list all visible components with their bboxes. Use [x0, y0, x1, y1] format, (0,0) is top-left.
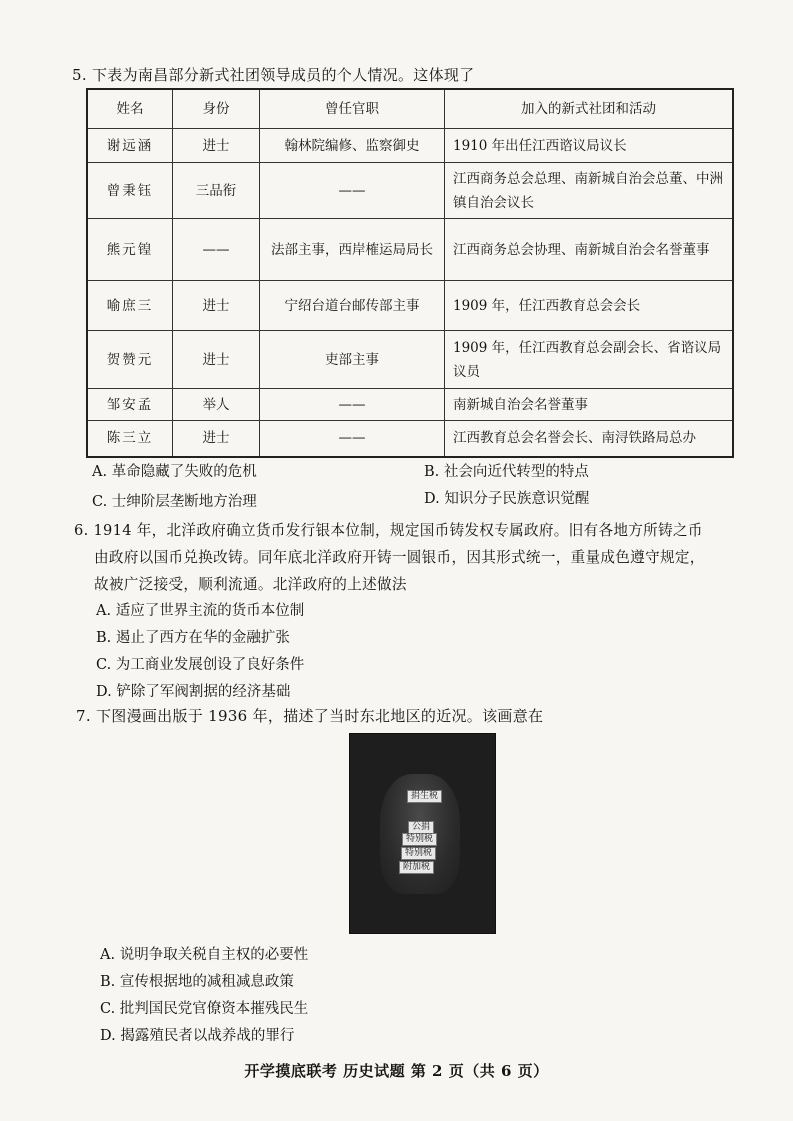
q6-stem-line1: 6. 1914 年，北洋政府确立货币发行银本位制，规定国币铸发权专属政府。旧有各地方所铸之币 [74, 522, 703, 539]
table-row [87, 331, 733, 389]
table-row [87, 163, 733, 219]
q5-option-b[interactable]: B. 社会向近代转型的特点 [424, 464, 589, 480]
cell-office: —— [260, 163, 445, 219]
table-row [87, 281, 733, 331]
cell-status: 三品衔 [173, 163, 260, 219]
cell-name: 喻庶三 [87, 281, 173, 331]
col-header-name: 姓名 [87, 89, 173, 129]
cell-name: 贺赞元 [87, 331, 173, 389]
table-header-row [87, 89, 733, 129]
table-row [87, 421, 733, 457]
cell-office: 翰林院编修、监察御史 [260, 129, 445, 163]
q6-option-d[interactable]: D. 铲除了军阀割据的经济基础 [96, 684, 291, 700]
q6-stem-line3: 故被广泛接受，顺利流通。北洋政府的上述做法 [94, 576, 407, 593]
q6-option-b[interactable]: B. 遏止了西方在华的金融扩张 [96, 630, 290, 646]
official-info-table [86, 88, 734, 458]
cell-activity: 江西教育总会名誉会长、南浔铁路局总办 [445, 421, 734, 457]
col-header-status: 身份 [173, 89, 260, 129]
cell-status: 举人 [173, 389, 260, 421]
table-row [87, 219, 733, 281]
q7-stem: 7. 下图漫画出版于 1936 年，描述了当时东北地区的近况。该画意在 [76, 707, 544, 725]
page-footer: 开学摸底联考 历史试题 第 2 页（共 6 页） [244, 1062, 549, 1080]
q5-option-d[interactable]: D. 知识分子民族意识觉醒 [424, 491, 590, 507]
cell-status: 进士 [173, 129, 260, 163]
comic-tag: 捐生税 [407, 790, 442, 803]
cell-name: 熊元锽 [87, 219, 173, 281]
table-row [87, 389, 733, 421]
cell-activity: 1910 年出任江西谘议局议长 [445, 129, 734, 163]
q6-stem-line2: 由政府以国币兑换改铸。同年底北洋政府开铸一圆银币，因其形式统一，重量成色遵守规定， [94, 549, 705, 566]
cell-activity: 江西商务总会协理、南新城自治会名誉董事 [445, 219, 734, 281]
cell-status: 进士 [173, 281, 260, 331]
cell-name: 曾秉钰 [87, 163, 173, 219]
comic-image [349, 733, 496, 934]
cell-office: —— [260, 421, 445, 457]
cell-status: 进士 [173, 331, 260, 389]
cell-office: 吏部主事 [260, 331, 445, 389]
q5-stem: 5. 下表为南昌部分新式社团领导成员的个人情况。这体现了 [72, 66, 475, 84]
q7-option-b[interactable]: B. 宣传根据地的减租减息政策 [100, 974, 294, 990]
col-header-office: 曾任官职 [260, 89, 445, 129]
cell-name: 陈三立 [87, 421, 173, 457]
cell-activity: 江西商务总会总理、南新城自治会总董、中洲镇自治会议长 [445, 163, 734, 219]
table-row [87, 129, 733, 163]
q7-option-c[interactable]: C. 批判国民党官僚资本摧残民生 [100, 1001, 309, 1017]
cell-name: 谢远涵 [87, 129, 173, 163]
q7-option-d[interactable]: D. 揭露殖民者以战养战的罪行 [100, 1028, 295, 1044]
cell-activity: 1909 年，任江西教育总会副会长、省谘议局议员 [445, 331, 734, 389]
comic-tag: 附加税 [399, 861, 434, 874]
comic-tag: 公捐 [408, 821, 434, 834]
cell-office: —— [260, 389, 445, 421]
q5-option-a[interactable]: A. 革命隐藏了失败的危机 [92, 464, 257, 480]
cell-activity: 南新城自治会名誉董事 [445, 389, 734, 421]
q7-option-a[interactable]: A. 说明争取关税自主权的必要性 [100, 947, 309, 963]
cell-name: 邹安孟 [87, 389, 173, 421]
q5-option-c[interactable]: C. 士绅阶层垄断地方治理 [92, 494, 257, 510]
cell-office: 法部主事，西岸榷运局局长 [260, 219, 445, 281]
q6-option-a[interactable]: A. 适应了世界主流的货币本位制 [96, 603, 305, 619]
comic-tag: 特别税 [401, 847, 436, 860]
col-header-activity: 加入的新式社团和活动 [445, 89, 734, 129]
cell-activity: 1909 年，任江西教育总会会长 [445, 281, 734, 331]
cell-status: 进士 [173, 421, 260, 457]
q6-option-c[interactable]: C. 为工商业发展创设了良好条件 [96, 657, 305, 673]
cell-office: 宁绍台道台邮传部主事 [260, 281, 445, 331]
cell-status: —— [173, 219, 260, 281]
comic-tag: 特别税 [402, 833, 437, 846]
